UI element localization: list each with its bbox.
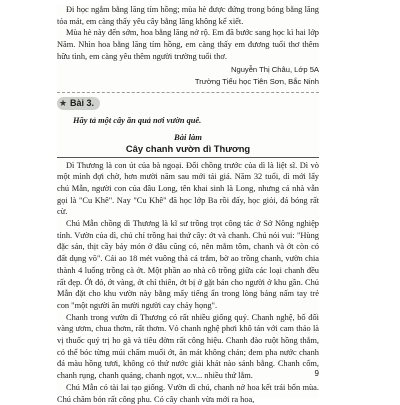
left-margin	[0, 0, 57, 400]
essay-paragraph-3: Chanh trong vườn dì Thương có rất nhiều giống quý. Chanh nghệ, bố đối vàng ươm, chua thơm, rất thơm. Vỏ chanh nghệ phơi khô tán với cam thảo là vị thuốc quý trị ho gà và tiêu đờm rất công hiệu. Chanh đào ruột hồng thắm, có thể bóc từng múi chấm muối ớt, ăn mát không chán; đem pha nước chanh đá màu hồng tươi, không có thứ nước giải khát nào sánh bằng. Chanh cốm, chanh rụng, chanh quảng, chanh ngọt, v.v... nhiều thứ lắm.	[57, 312, 319, 381]
exercise-prompt: Hãy tả một cây ăn quả nơi vườn quê.	[73, 115, 202, 125]
intro-paragraph-2: Mùa hè này đến sớm, hoa bằng lăng nở rộ. Em đã bước sang học kì hai lớp Năm. Nhìn hoa bằng lăng tím hồng, em càng thấy em đương tuổi thơ thêm hữu tình, em càng yêu thêm người trường tuổi thơ.	[57, 28, 319, 61]
essay-paragraph-2: Chú Mẫn chồng dì Thương là kĩ sư trồng trọt công tác ở Sở Nông nghiệp tỉnh. Vườn của dì, chú chỉ trồng hai thứ cây: ớt và chanh. Chú nói vui: "Hùng đặc sản, thịt cầy bảy món ở đâu cũng có, nên mắm tôm, chanh và ớt còn có đất dụng võ". Cái ao 18 mét vuông thả cá trắm, bờ ao trồng chanh, vườn chia thành 4 luống trồng cà ớt. Một phần ao nhà cô trồng giữa các loại chanh đều rất đẹp. Ớt đỏ, ớt vàng, ớt chỉ thiên, ớt bị ở gặt bán cho người ở khu gần. Chủ Mẫn đặt cho khu vườn này bằng mấy tiếng ẩn trong lòng bảng nấm tay trẻ con "một người ăn mười người cay chảy họng".	[57, 219, 319, 310]
intro-paragraph-1: Đi học ngắm bằng lăng tím hồng; mùa hè được đứng trong bóng bằng lăng tỏa mát, em càng thấy yêu cây bằng lăng không kể xiết.	[57, 5, 319, 26]
exercise-header	[57, 92, 319, 113]
essay-title: Cây chanh vườn dì Thương	[57, 143, 319, 158]
right-margin	[319, 0, 400, 400]
author-signature: Nguyễn Thị Châu, Lớp 5A	[230, 64, 319, 74]
essay-paragraph-1: Dì Thương là con út của bà ngoại. Đối chồng trước của dì là liệt sĩ. Dì vò một mình đợi chờ, hơn mười năm sau mới tái giá. Năm 32 tuổi, dì mới lấy chú Mẫn, người con của đâu Long, tên khai sinh là Long, nhưng cả nhà vẫn gọi là "Cu Khê". Nay "Cu Khê" đã học lớp Ba rồi đấy, học giỏi, đá bóng rất cừ.	[57, 160, 319, 217]
exercise-badge	[57, 97, 100, 110]
star-icon: ★	[59, 97, 68, 108]
exercise-number: Bài 3.	[70, 97, 95, 108]
book-page	[57, 4, 319, 404]
essay-paragraph-4: Chú Mẫn có tài lai tạo giống. Vườn dì chú, chanh nở hoa kết trái bốn mùa. Chú chăm bón rất công phu. Có cây chanh vừa mới ra hoa,	[57, 382, 319, 404]
page-number: 9	[314, 369, 319, 378]
essay-label: Bài làm	[174, 131, 202, 142]
school-signature: Trường Tiểu học Tiên Sơn, Bắc Ninh	[194, 77, 319, 87]
